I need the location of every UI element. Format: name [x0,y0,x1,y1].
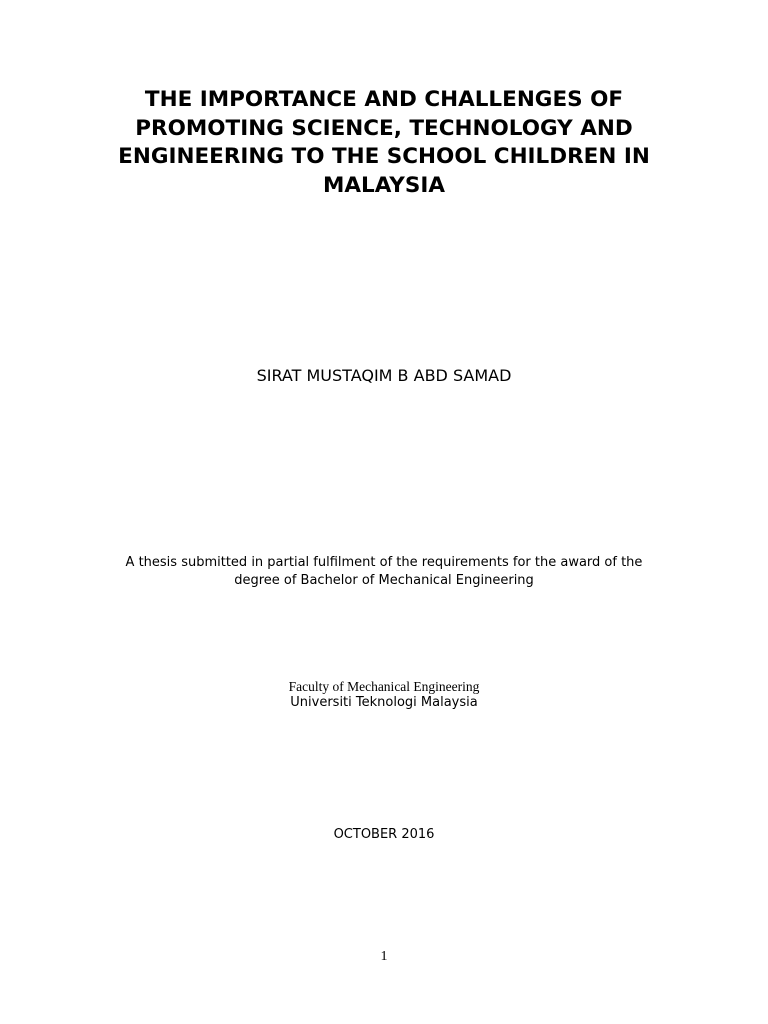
university-name: Universiti Teknologi Malaysia [290,695,478,710]
faculty-name: Faculty of Mechanical Engineering [288,679,480,694]
title-line: PROMOTING SCIENCE, TECHNOLOGY AND [135,115,633,141]
statement-line: A thesis submitted in partial fulfilment of the requirements for the award of the [125,555,643,570]
title-line: THE IMPORTANCE AND CHALLENGES OF [144,87,624,112]
thesis-statement [0,554,768,589]
statement-line: degree of Bachelor of Mechanical Engineering [234,572,534,588]
author-name: SIRAT MUSTAQIM B ABD SAMAD [256,366,512,385]
thesis-title [0,86,768,201]
title-line: MALAYSIA [322,173,445,199]
page-number: 1 [380,949,388,964]
title-line: ENGINEERING TO THE SCHOOL CHILDREN IN [118,144,650,170]
submission-date: OCTOBER 2016 [333,827,435,842]
